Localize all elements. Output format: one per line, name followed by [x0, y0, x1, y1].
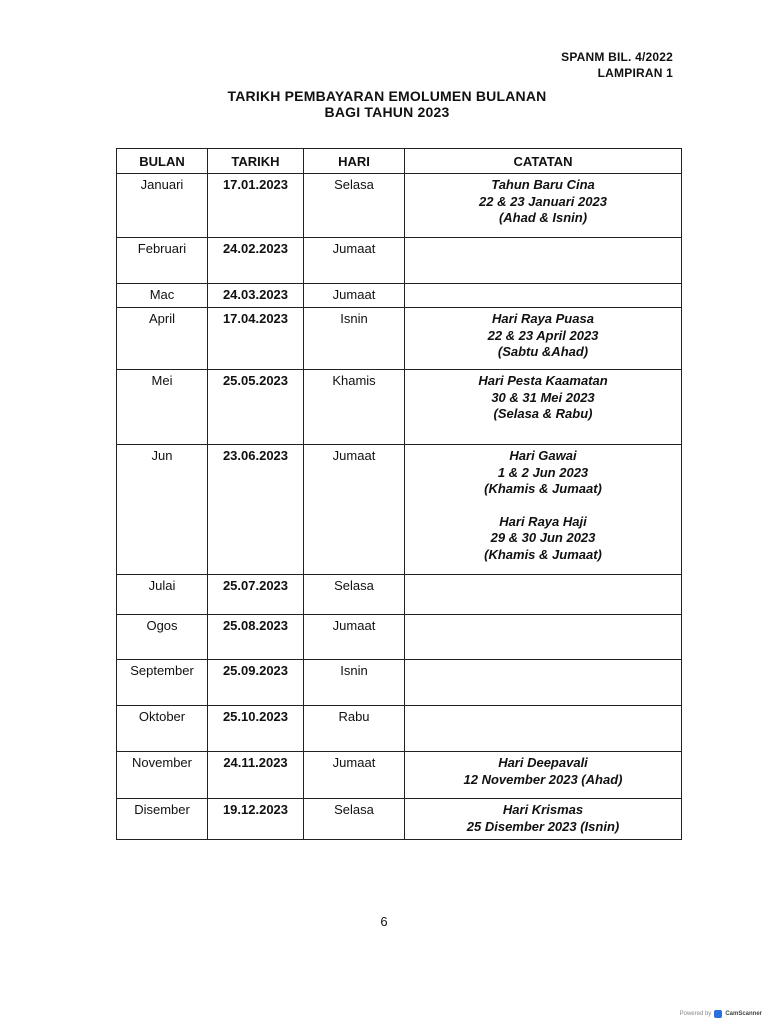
- table-row: [117, 370, 682, 445]
- holiday-name: Hari Deepavali: [498, 755, 588, 770]
- date-cell: 23.06.2023: [208, 445, 304, 575]
- table-row: [117, 284, 682, 308]
- document-subtitle: BAGI TAHUN 2023: [324, 104, 450, 120]
- holiday-detail: (Selasa & Rabu): [493, 406, 593, 421]
- remarks-cell: [405, 799, 682, 840]
- month-cell: Jun: [117, 445, 208, 575]
- date-cell: 25.07.2023: [208, 575, 304, 615]
- remarks-cell: [405, 370, 682, 445]
- holiday-detail: (Khamis & Jumaat): [484, 546, 602, 562]
- holiday-name: Hari Raya Haji: [499, 513, 587, 529]
- powered-by-label: Powered by: [679, 1011, 712, 1017]
- camscanner-logo-icon: [714, 1010, 722, 1018]
- day-cell: Jumaat: [304, 445, 405, 575]
- document-title: TARIKH PEMBAYARAN EMOLUMEN BULANAN: [227, 88, 547, 104]
- document-reference: SPANM BIL. 4/2022: [561, 50, 673, 64]
- attachment-label: LAMPIRAN 1: [597, 66, 673, 80]
- holiday-detail: 22 & 23 April 2023: [487, 327, 599, 343]
- camscanner-brand: CamScanner: [725, 1011, 762, 1017]
- day-cell: Khamis: [304, 370, 405, 445]
- day-cell: Jumaat: [304, 752, 405, 799]
- table-row: [117, 660, 682, 706]
- day-cell: Selasa: [304, 799, 405, 840]
- holiday-detail: 12 November 2023 (Ahad): [463, 771, 623, 787]
- column-header-hari: HARI: [304, 149, 405, 174]
- month-cell: Mac: [117, 284, 208, 308]
- day-cell: Isnin: [304, 660, 405, 706]
- table-row: [117, 308, 682, 370]
- day-cell: Selasa: [304, 174, 405, 238]
- table-row: [117, 799, 682, 840]
- day-cell: Jumaat: [304, 238, 405, 284]
- date-cell: 25.10.2023: [208, 706, 304, 752]
- month-cell: Januari: [117, 174, 208, 238]
- month-cell: Mei: [117, 370, 208, 445]
- date-cell: 24.02.2023: [208, 238, 304, 284]
- holiday-detail: 30 & 31 Mei 2023: [491, 389, 595, 405]
- table-row: [117, 445, 682, 575]
- month-cell: April: [117, 308, 208, 370]
- date-cell: 17.04.2023: [208, 308, 304, 370]
- column-header-tarikh: TARIKH: [208, 149, 304, 174]
- date-cell: 25.05.2023: [208, 370, 304, 445]
- table-row: [117, 615, 682, 660]
- date-cell: 17.01.2023: [208, 174, 304, 238]
- column-header-bulan: BULAN: [117, 149, 208, 174]
- date-cell: 25.08.2023: [208, 615, 304, 660]
- month-cell: Oktober: [117, 706, 208, 752]
- table-row: [117, 238, 682, 284]
- holiday-name: Hari Pesta Kaamatan: [478, 373, 608, 388]
- scanner-watermark: [680, 1010, 762, 1018]
- holiday-name: Hari Krismas: [502, 802, 584, 817]
- holiday-detail: (Ahad & Isnin): [498, 210, 588, 225]
- column-header-catatan: CATATAN: [405, 149, 682, 174]
- payment-schedule-table: [116, 148, 682, 840]
- day-cell: Jumaat: [304, 284, 405, 308]
- remarks-spacer: [405, 498, 681, 514]
- remarks-cell: [405, 238, 682, 284]
- month-cell: September: [117, 660, 208, 706]
- holiday-detail: (Sabtu &Ahad): [497, 344, 589, 359]
- month-cell: Februari: [117, 238, 208, 284]
- holiday-detail: 29 & 30 Jun 2023: [490, 530, 596, 545]
- month-cell: Disember: [117, 799, 208, 840]
- holiday-detail: 22 & 23 Januari 2023: [479, 193, 607, 209]
- holiday-detail: (Khamis & Jumaat): [484, 481, 602, 496]
- holiday-name: Tahun Baru Cina: [491, 177, 595, 192]
- date-cell: 24.03.2023: [208, 284, 304, 308]
- holiday-name: Hari Gawai: [509, 448, 577, 463]
- remarks-cell: [405, 660, 682, 706]
- remarks-cell: [405, 575, 682, 615]
- page-number: 6: [380, 914, 388, 929]
- remarks-cell: [405, 308, 682, 370]
- month-cell: Ogos: [117, 615, 208, 660]
- day-cell: Isnin: [304, 308, 405, 370]
- remarks-cell: [405, 445, 682, 575]
- day-cell: Jumaat: [304, 615, 405, 660]
- remarks-cell: [405, 284, 682, 308]
- table-row: [117, 752, 682, 799]
- remarks-cell: [405, 174, 682, 238]
- date-cell: 19.12.2023: [208, 799, 304, 840]
- remarks-cell: [405, 752, 682, 799]
- table-row: [117, 174, 682, 238]
- date-cell: 25.09.2023: [208, 660, 304, 706]
- holiday-detail: 1 & 2 Jun 2023: [497, 464, 589, 480]
- date-cell: 24.11.2023: [208, 752, 304, 799]
- remarks-cell: [405, 706, 682, 752]
- month-cell: November: [117, 752, 208, 799]
- table-row: [117, 575, 682, 615]
- holiday-name: Hari Raya Puasa: [492, 311, 594, 326]
- remarks-cell: [405, 615, 682, 660]
- day-cell: Rabu: [304, 706, 405, 752]
- day-cell: Selasa: [304, 575, 405, 615]
- table-header-row: [117, 149, 682, 174]
- month-cell: Julai: [117, 575, 208, 615]
- table-row: [117, 706, 682, 752]
- holiday-detail: 25 Disember 2023 (Isnin): [466, 818, 620, 834]
